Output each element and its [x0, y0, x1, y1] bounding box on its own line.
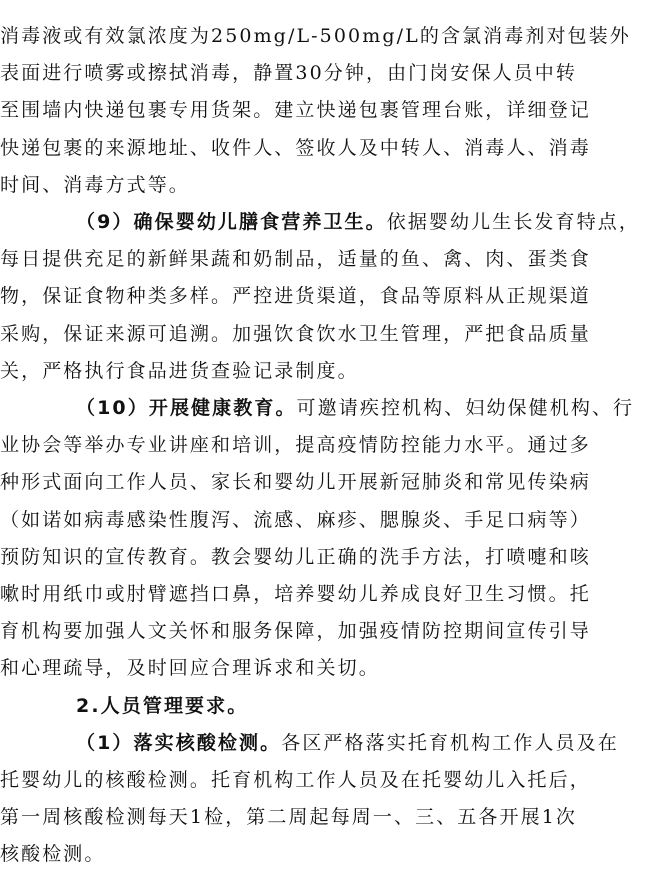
paragraph-line: 时间、消毒方式等。	[0, 173, 190, 196]
item-1-heading: （1）落实核酸检测。	[76, 731, 282, 754]
section-2-heading: 2.人员管理要求。	[76, 694, 249, 717]
paragraph-line: 每日提供充足的新鲜果蔬和奶制品，适量的鱼、禽、肉、蛋类食	[0, 248, 591, 271]
item-9-text: 依据婴幼儿生长发育特点，	[386, 211, 640, 233]
paragraph-line: 核酸检测。	[0, 843, 106, 866]
item-1-text: 各区严格落实托育机构工作人员及在	[281, 731, 619, 754]
item-10-first-line	[0, 390, 646, 427]
paragraph-line: 和心理疏导，及时回应合理诉求和关切。	[0, 657, 380, 680]
paragraph-line: 第一周核酸检测每天1检，第二周起每周一、三、五各开展1次	[0, 806, 577, 829]
paragraph-line: 种形式面向工作人员、家长和婴幼儿开展新冠肺炎和常见传染病	[0, 471, 591, 494]
paragraph-line: 采购，保证来源可追溯。加强饮食饮水卫生管理，严把食品质量	[0, 322, 591, 345]
paragraph-line: 育机构要加强人文关怀和服务保障，加强疫情防控期间宣传引导	[0, 620, 591, 643]
item-9-heading: （9）确保婴幼儿膳食营养卫生。	[76, 211, 387, 233]
paragraph-line: 快递包裹的来源地址、收件人、签收人及中转人、消毒人、消毒	[0, 136, 591, 159]
item-10-text: 可邀请疾控机构、妇幼保健机构、行	[296, 397, 635, 419]
item-1-first-line	[0, 725, 646, 762]
paragraph-line: 托婴幼儿的核酸检测。托育机构工作人员及在托婴幼儿入托后，	[0, 769, 591, 791]
item-10-heading: （10）开展健康教育。	[76, 397, 297, 419]
paragraph-line: 业协会等举办专业讲座和培训，提高疫情防控能力水平。通过多	[0, 434, 591, 457]
paragraph-line: 关，严格执行食品进货查验记录制度。	[0, 359, 359, 382]
paragraph-line: 物，保证食物种类多样。严控进货渠道，食品等原料从正规渠道	[0, 285, 591, 308]
paragraph-line: 嗽时用纸巾或肘臂遮挡口鼻，培养婴幼儿养成良好卫生习惯。托	[0, 583, 591, 605]
paragraph-line: 至围墙内快递包裹专用货架。建立快递包裹管理台账，详细登记	[0, 99, 591, 122]
paragraph-line: 预防知识的宣传教育。教会婴幼儿正确的洗手方法，打喷嚏和咳	[0, 545, 591, 568]
item-9-first-line	[0, 204, 646, 241]
paragraph-line: （如诺如病毒感染性腹泻、流感、麻疹、腮腺炎、手足口病等）	[0, 508, 591, 531]
paragraph-line: 表面进行喷雾或擦拭消毒，静置30分钟，由门岗安保人员中转	[0, 62, 577, 85]
paragraph-line: 消毒液或有效氯浓度为250mg/L-500mg/L的含氯消毒剂对包装外	[0, 25, 631, 47]
